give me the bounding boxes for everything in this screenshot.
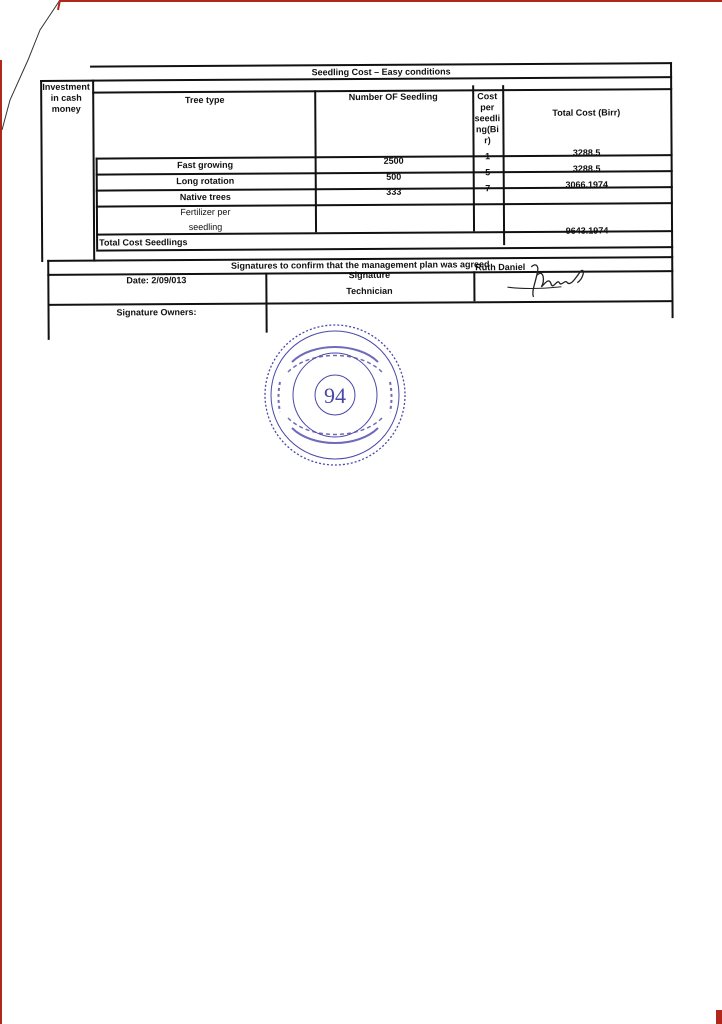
signature-label: Signature (348, 269, 391, 280)
table-title: Seedling Cost – Easy conditions (311, 65, 451, 77)
row-type: Native trees (179, 191, 231, 203)
fertilizer-label: Fertilizer per seedling (180, 206, 231, 232)
signatures-title: Signatures to confirm that the management plan was agreed (230, 259, 490, 271)
row-cost: 1 (485, 151, 491, 162)
row-number: 500 (386, 171, 402, 182)
investment-label: Investment in cash money (42, 81, 90, 114)
row-number: 2500 (383, 155, 404, 166)
row-type: Long rotation (176, 175, 235, 187)
owners-label: Signature Owners: (116, 306, 197, 317)
total-cost-value: 9643.1974 (565, 224, 609, 236)
row-number: 333 (386, 186, 402, 197)
row-total: 3288.5 (572, 163, 601, 174)
header-total-cost: Total Cost (Birr) (552, 106, 621, 118)
row-cost: 5 (485, 167, 491, 178)
header-number: Number OF Seedling (348, 91, 438, 102)
technician-name: Ruth Daniel (475, 261, 526, 272)
seedling-cost-form (0, 0, 722, 342)
technician-signature-mark (501, 257, 601, 306)
technician-label: Technician (346, 285, 393, 296)
total-cost-label: Total Cost Seedlings (99, 237, 188, 248)
page-edge-corner (716, 1010, 722, 1024)
stamp-number: 94 (324, 383, 346, 408)
row-total: 3288.5 (572, 147, 601, 158)
row-cost: 7 (485, 183, 491, 194)
row-total: 3066.1974 (565, 178, 609, 190)
header-cost-per-seedling: Cost per seedli ng(Bi r) (474, 90, 501, 145)
header-tree-type: Tree type (184, 94, 225, 105)
row-type: Fast growing (177, 159, 234, 171)
date-field: Date: 2/09/013 (126, 274, 187, 285)
official-stamp (262, 322, 408, 468)
